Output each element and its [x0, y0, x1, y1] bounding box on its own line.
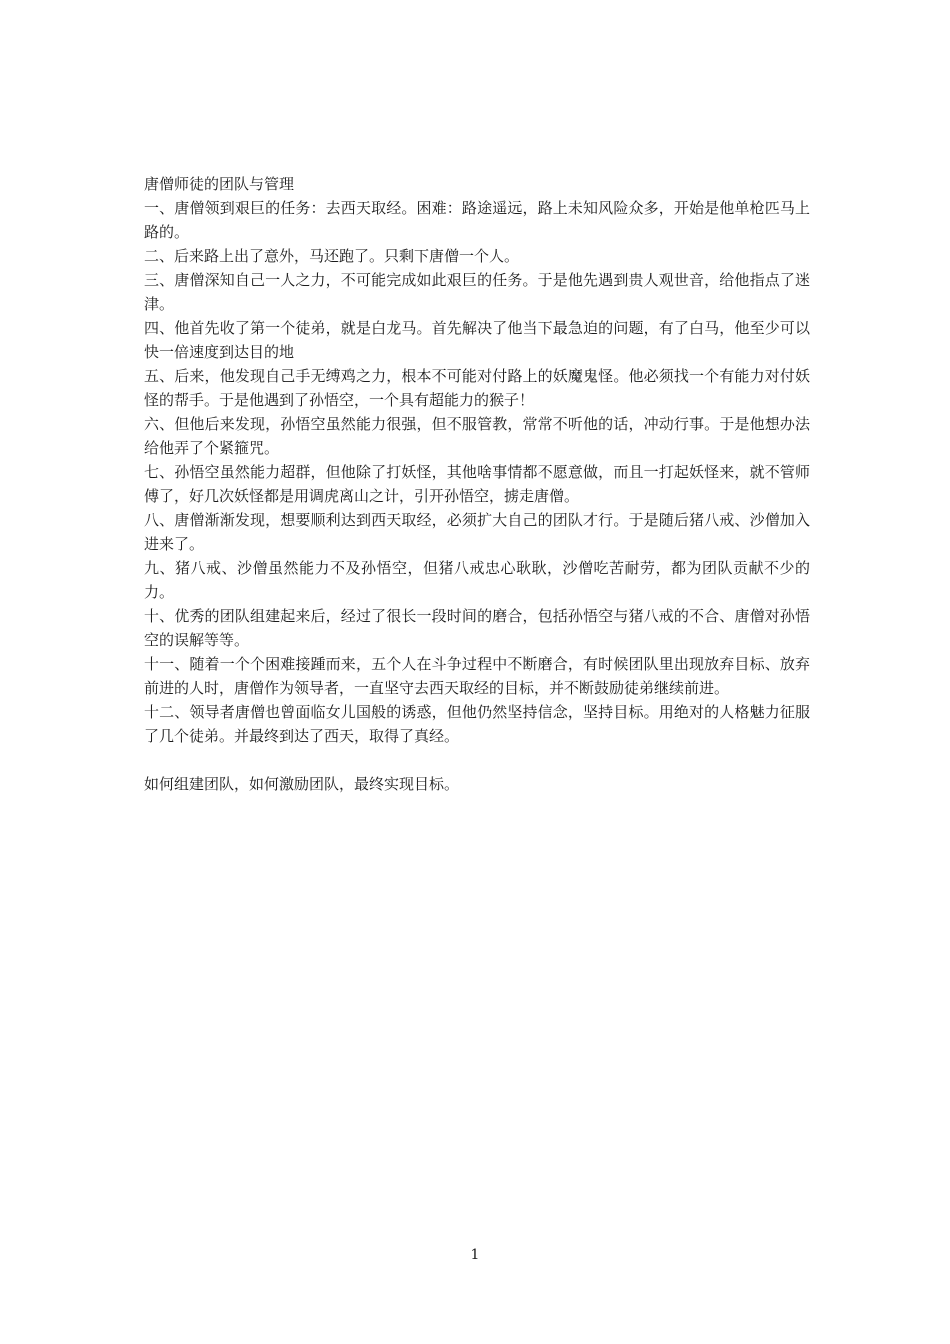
paragraph-8: 八、唐僧渐渐发现，想要顺利达到西天取经，必须扩大自己的团队才行。于是随后猪八戒、沙僧加入进来了。 [144, 511, 810, 553]
document-title: 唐僧师徒的团队与管理 [144, 175, 295, 193]
document-body [144, 172, 810, 796]
paragraph-4: 四、他首先收了第一个徒弟，就是白龙马。首先解决了他当下最急迫的问题，有了白马，他至少可以快一倍速度到达目的地 [144, 319, 810, 361]
paragraph-11: 十一、随着一个个困难接踵而来，五个人在斗争过程中不断磨合，有时候团队里出现放弃目标、放弃前进的人时，唐僧作为领导者，一直坚守去西天取经的目标，并不断鼓励徒弟继续前进。 [144, 655, 810, 697]
paragraph-spacer [144, 748, 810, 772]
paragraph-7: 七、孙悟空虽然能力超群，但他除了打妖怪，其他啥事情都不愿意做，而且一打起妖怪来，就不管师傅了，好几次妖怪都是用调虎离山之计，引开孙悟空，掳走唐僧。 [144, 463, 810, 505]
paragraph-2: 二、后来路上出了意外，马还跑了。只剩下唐僧一个人。 [144, 247, 520, 265]
paragraph-5: 五、后来，他发现自己手无缚鸡之力，根本不可能对付路上的妖魔鬼怪。他必须找一个有能力对付妖怪的帮手。于是他遇到了孙悟空，一个具有超能力的猴子！ [144, 367, 810, 409]
paragraph-10: 十、优秀的团队组建起来后，经过了很长一段时间的磨合，包括孙悟空与猪八戒的不合、唐僧对孙悟空的误解等等。 [144, 607, 810, 649]
page-number: 1 [470, 1247, 480, 1263]
conclusion-line: 如何组建团队，如何激励团队，最终实现目标。 [144, 775, 460, 793]
paragraph-6: 六、但他后来发现，孙悟空虽然能力很强，但不服管教，常常不听他的话，冲动行事。于是他想办法给他弄了个紧箍咒。 [144, 415, 810, 457]
paragraph-3: 三、唐僧深知自己一人之力，不可能完成如此艰巨的任务。于是他先遇到贵人观世音，给他指点了迷津。 [144, 271, 810, 313]
paragraph-12: 十二、领导者唐僧也曾面临女儿国般的诱惑，但他仍然坚持信念，坚持目标。用绝对的人格魅力征服了几个徒弟。并最终到达了西天，取得了真经。 [144, 703, 810, 745]
paragraph-9: 九、猪八戒、沙僧虽然能力不及孙悟空，但猪八戒忠心耿耿，沙僧吃苦耐劳，都为团队贡献不少的力。 [144, 559, 810, 601]
paragraph-1: 一、唐僧领到艰巨的任务：去西天取经。困难：路途遥远，路上未知风险众多，开始是他单枪匹马上路的。 [144, 199, 810, 241]
